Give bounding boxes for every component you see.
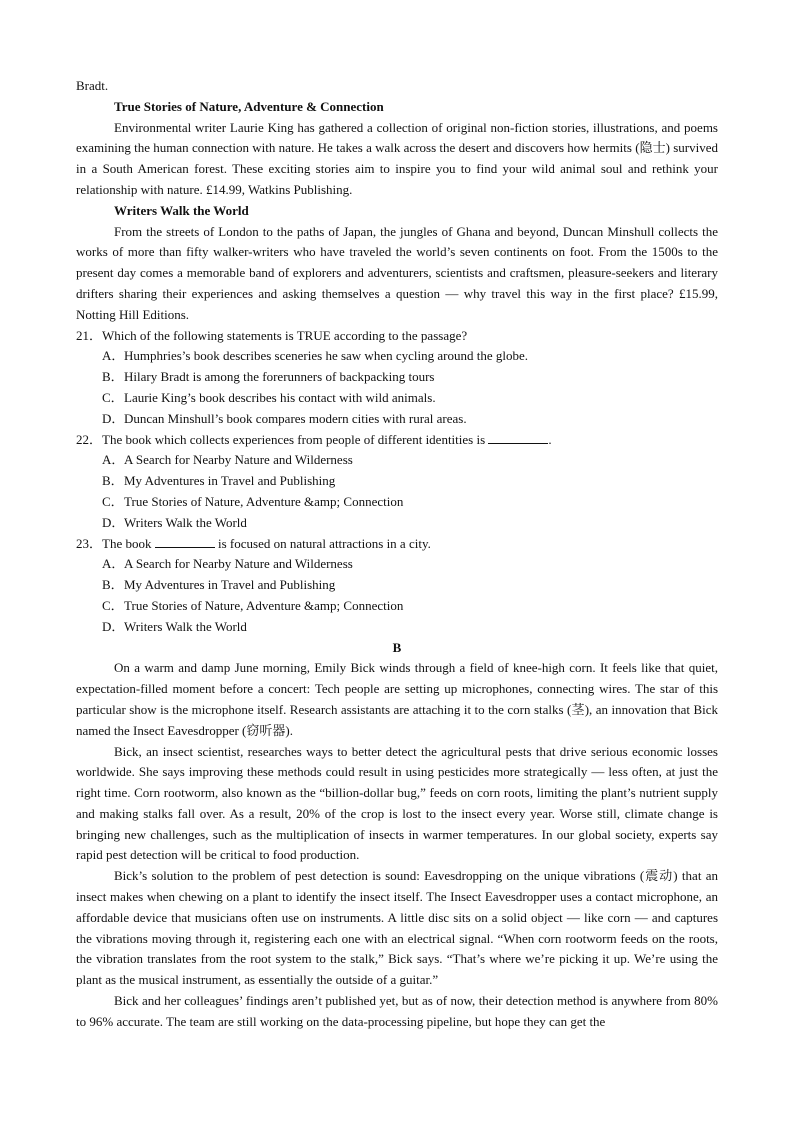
option-label: B． [102,369,124,385]
option-text: My Adventures in Travel and Publishing [124,473,336,489]
option-label: D． [102,514,125,530]
option-text: Laurie King’s book describes his contact with wild animals. [124,389,436,405]
question-stem [76,326,718,347]
continued-text: Bradt. [76,78,109,93]
book-title: True Stories of Nature, Adventure & Connection [114,98,384,114]
option-b[interactable] [76,367,718,388]
passage-paragraph: Bick and her colleagues’ findings aren’t published yet, but as of now, their detection method is anywhere from 80% to 96% accurate. The team are still working on the data-processing pipeline, but hope they can get the [76,993,718,1029]
option-d[interactable] [76,409,718,430]
option-text: Duncan Minshull’s book compares modern cities with rural areas. [124,410,467,426]
option-label: C． [102,597,124,613]
option-label: A． [102,452,125,468]
question-text-end: is focused on natural attractions in a city. [214,535,431,551]
passage-b [76,658,718,1032]
option-label: B． [102,577,124,593]
option-text: Writers Walk the World [124,618,247,634]
question-23 [76,534,718,638]
book-description: From the streets of London to the paths of Japan, the jungles of Ghana and beyond, Duncan Minshull collects the works of more than fifty walker-writers who have traveled the world’s seven continents on foot. From the 1500s to the present day comes a memorable band of explorers and adventurers, scientists and craftsmen, pleasure-seekers and literary drifters sharing their experiences and asking themselves a question — why travel this way in the first place? £15.99, Notting Hill Editions. [76,223,718,322]
option-c[interactable] [76,388,718,409]
option-label: D． [102,410,125,426]
passage-paragraph: Bick, an insect scientist, researches ways to better detect the agricultural pests that drive serious economic losses worldwide. She says improving these methods could result in using pesticides more strategically — less often, at just the right time. Corn rootworm, also known as the “billion-dollar bug,” feeds on corn roots, limiting the plant’s nutrient supply and making stalks fall over. As a result, 20% of the crop is lost to the insect every year. Worse still, climate change is bringing new challenges, such as the multiplication of insects in warmer temperatures. In our global society, experts say rapid pest detection will be critical to food production. [76,743,718,863]
question-text: The book [102,535,155,551]
option-text: Hilary Bradt is among the forerunners of backpacking tours [124,369,435,385]
text-column [76,76,718,1033]
question-text-end: . [548,431,552,447]
answer-blank[interactable] [488,430,548,444]
book-description: Environmental writer Laurie King has gathered a collection of original non-fiction stories, illustrations, and poems examining the human connection with nature. He takes a walk across the desert and discovers how hermits (隐士) survived in a South American forest. These exciting stories aim to inspire you to find your wild animal soul and rethink your relationship with nature. £14.99, Watkins Publishing. [76,119,718,197]
option-c[interactable] [76,596,718,617]
option-b[interactable] [76,575,718,596]
option-text: Writers Walk the World [124,514,247,530]
answer-blank[interactable] [155,534,215,548]
passage-paragraph: On a warm and damp June morning, Emily Bick winds through a field of knee-high corn. It feels like that quiet, expectation-filled moment before a concert: Tech people are setting up microphones, connecting wires. The star of this particular show is the microphone itself. Research assistants are attaching it to the corn stalks (茎), an innovation that Bick named the Insect Eavesdropper (窃听器). [76,660,718,738]
option-c[interactable] [76,492,718,513]
question-text: Which of the following statements is TRUE according to the passage? [102,327,468,343]
option-text: True Stories of Nature, Adventure &amp; Connection [124,597,404,613]
question-stem [76,534,718,555]
book-entry [76,97,718,201]
question-21 [76,326,718,430]
option-a[interactable] [76,554,718,575]
option-label: A． [102,556,125,572]
question-number: 22． [76,431,103,447]
book-title: Writers Walk the World [114,202,249,218]
section-heading: B [392,639,402,655]
option-text: A Search for Nearby Nature and Wilderness [124,556,353,572]
option-a[interactable] [76,346,718,367]
option-label: A． [102,348,125,364]
option-b[interactable] [76,471,718,492]
question-stem [76,430,718,451]
option-label: B． [102,473,124,489]
option-text: My Adventures in Travel and Publishing [124,577,336,593]
option-text: Humphries’s book describes sceneries he saw when cycling around the globe. [124,348,528,364]
option-label: C． [102,389,124,405]
question-text: The book which collects experiences from people of different identities is [102,431,489,447]
option-label: D． [102,618,125,634]
question-number: 21． [76,327,103,343]
option-a[interactable] [76,450,718,471]
option-text: True Stories of Nature, Adventure &amp; Connection [124,493,404,509]
option-d[interactable] [76,617,718,638]
passage-paragraph: Bick’s solution to the problem of pest detection is sound: Eavesdropping on the unique vibrations (震动) that an insect makes when chewing on a plant to identify the insect itself. The Insect Eavesdropper uses a contact microphone, an affordable device that musicians often use on instruments. A little disc sits on a solid object — like corn — and captures the vibrations moving through it, registering each one with an electrical signal. “When corn rootworm feeds on the roots, the vibration translates from the root system to the stalk,” Bick says. “That’s where we’re picking it up. We’re using the plant as the musical instrument, as essentially the outside of a guitar.” [76,868,718,988]
option-text: A Search for Nearby Nature and Wilderness [124,452,353,468]
book-entry [76,201,718,326]
option-label: C． [102,493,124,509]
question-number: 23． [76,535,103,551]
question-22 [76,430,718,534]
option-d[interactable] [76,513,718,534]
